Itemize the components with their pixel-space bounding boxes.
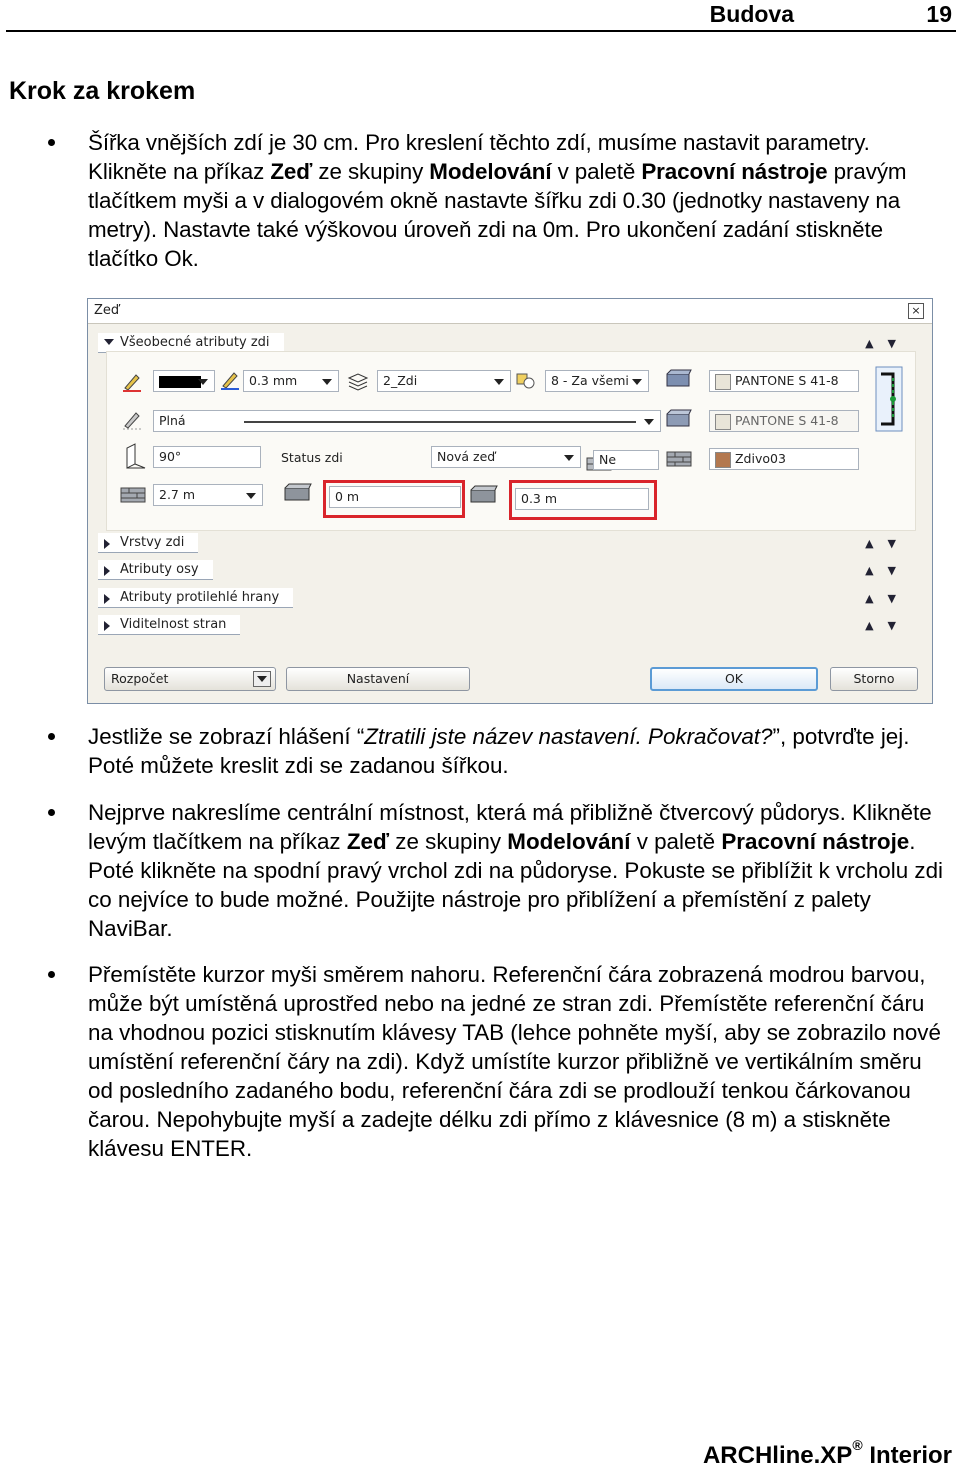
wall-angle-icon xyxy=(119,442,149,472)
group-arrows-icon[interactable]: ▲▼ xyxy=(865,564,910,577)
fill-type-select[interactable] xyxy=(153,410,661,432)
command-name: Zeď xyxy=(346,829,390,854)
width-highlight xyxy=(509,480,657,520)
palette-name: Pracovní nástroje xyxy=(641,159,828,184)
dropdown-icon xyxy=(253,671,271,687)
pantone-label: PANTONE S 41-8 xyxy=(734,413,839,428)
text-run: v paletě xyxy=(630,829,722,854)
bullet-paragraph-1 xyxy=(88,128,950,273)
wall-status-select[interactable]: Nová zeď xyxy=(431,446,581,468)
bullet-dot xyxy=(48,139,55,146)
header-rule xyxy=(6,30,956,32)
group-arrows-icon[interactable]: ▲▼ xyxy=(865,537,910,550)
group-name: Modelování xyxy=(507,829,631,854)
fill-line-preview xyxy=(244,421,636,423)
text-run: ze skupiny xyxy=(389,829,508,854)
fill-pen-icon xyxy=(121,408,143,430)
wall-side-fill-icon xyxy=(665,408,693,430)
material-label: Zdivo03 xyxy=(734,451,786,466)
ok-button[interactable]: OK xyxy=(650,667,818,691)
expand-icon xyxy=(104,566,110,576)
text-run: Nejprve nakreslíme centrální místnost, která má přibližně čtvercový půdorys. Klikněte levým tlačítkem na příkaz xyxy=(88,800,932,854)
bullet-paragraph-4 xyxy=(88,960,950,1163)
page-header xyxy=(0,0,960,34)
elevation-icon xyxy=(283,482,313,504)
bullet-dot xyxy=(48,971,55,978)
group-arrows-icon[interactable]: ▲▼ xyxy=(865,619,910,632)
text-run: Přemístěte kurzor myši směrem nahoru. Referenční čára zobrazená modrou barvou, může být umístěná uprostřed nebo na jedné ze stran zdi. Přemístěte referenční čáru na vhodnou pozici stisknutím klávesy TAB (lehce pohněte myší, aby se zobrazilo nové umístění referenční čáry na zdi). Když umístíte kurzor přibližně ve vertikálním směru od posledního zadaného bodu, referenční čára zdi se prodlouží tenkou čárkovanou čarou. Nepohybujte myší a zadejte délku zdi přímo z klávesnice (8 m) a stiskněte klávesu ENTER. xyxy=(88,962,941,1161)
bullet-dot xyxy=(48,809,55,816)
wall-height-icon xyxy=(119,482,147,504)
budget-label: Rozpočet xyxy=(111,671,169,686)
page-footer xyxy=(702,1437,952,1470)
page-number: 19 xyxy=(926,1,952,27)
group-label: Atributy protilehlé hrany xyxy=(120,590,280,605)
product-edition: Interior xyxy=(869,1442,952,1469)
status-label: Status zdi xyxy=(281,450,343,465)
elevation-highlight xyxy=(323,480,465,518)
reference-line-icon[interactable] xyxy=(875,366,903,432)
pantone-swatch xyxy=(715,374,731,390)
text-run: Šířka vnějších zdí je 30 cm. Pro kreslení těchto zdí, musíme nastavit parametry. Klikněte na příkaz xyxy=(88,130,870,184)
section-heading: Krok za krokem xyxy=(9,77,196,105)
pen-color-select[interactable] xyxy=(153,370,215,392)
material-field[interactable] xyxy=(709,448,859,470)
material-swatch xyxy=(715,452,731,468)
bullet-paragraph-2 xyxy=(88,722,950,780)
message-text: Ztratili jste název nastavení. Pokračovat? xyxy=(364,724,773,749)
cancel-button[interactable]: Storno xyxy=(830,667,918,691)
command-name: Zeď xyxy=(270,159,313,184)
height-select[interactable]: 2.7 m xyxy=(153,484,263,506)
text-run: ze skupiny xyxy=(312,159,430,184)
line-width-icon xyxy=(219,368,241,390)
group-tab[interactable] xyxy=(98,588,293,608)
close-icon[interactable]: × xyxy=(908,303,924,319)
display-order-select[interactable]: 8 - Za všemi xyxy=(545,370,649,392)
group-label: Vrstvy zdi xyxy=(120,535,185,550)
line-width-select[interactable]: 0.3 mm xyxy=(243,370,339,392)
bullet-paragraph-3 xyxy=(88,798,950,943)
pen-color-icon xyxy=(121,370,143,392)
wall-width-field[interactable]: 0.3 m xyxy=(515,488,649,510)
pantone-label: PANTONE S 41-8 xyxy=(734,373,839,388)
palette-name: Pracovní nástroje xyxy=(721,829,910,854)
angle-field[interactable]: 90° xyxy=(153,446,261,468)
budget-button[interactable] xyxy=(104,667,276,691)
group-general-label: Všeobecné atributy zdi xyxy=(120,335,270,350)
pantone-color-field-1[interactable] xyxy=(709,370,859,392)
group-label: Viditelnost stran xyxy=(120,617,227,632)
expand-icon xyxy=(104,594,110,604)
width-icon xyxy=(469,484,499,506)
group-label: Atributy osy xyxy=(120,562,199,577)
pantone-swatch xyxy=(715,414,731,430)
text-run: Jestliže se zobrazí hlášení “ xyxy=(88,724,365,749)
group-arrows-icon[interactable]: ▲▼ xyxy=(865,337,910,350)
group-tab[interactable] xyxy=(98,560,213,580)
dialog-titlebar xyxy=(88,299,932,324)
expand-icon xyxy=(104,621,110,631)
group-tab[interactable] xyxy=(98,615,240,635)
text-run: v paletě xyxy=(551,159,642,184)
ne-field[interactable]: Ne xyxy=(593,450,659,470)
dialog-title: Zeď xyxy=(94,303,120,318)
pantone-color-field-2[interactable] xyxy=(709,410,859,432)
layer-icon xyxy=(347,370,369,392)
text-run: ”, potvrďte jej. Poté můžete kreslit zdi se zadanou šířkou. xyxy=(88,724,910,778)
elevation-field[interactable]: 0 m xyxy=(329,486,461,508)
group-tab[interactable] xyxy=(98,533,198,553)
bullet-dot xyxy=(48,733,55,740)
group-arrows-icon[interactable]: ▲▼ xyxy=(865,592,910,605)
product-name: ARCHline.XP xyxy=(702,1442,853,1469)
general-attributes-panel xyxy=(106,351,916,531)
expand-icon xyxy=(104,539,110,549)
group-name: Modelování xyxy=(429,159,552,184)
display-order-icon xyxy=(515,370,537,392)
text-run: pravým tlačítkem myši a v dialogovém okně nastavte šířku zdi 0.30 (jednotky nastaveny na metry). Nastavte také výškovou úroveň zdi na 0m. Pro ukončení zadání stiskněte tlačítko Ok. xyxy=(88,159,907,271)
layer-select[interactable]: 2_Zdi xyxy=(377,370,511,392)
wall-fill-3d-icon xyxy=(665,368,693,390)
wall-dialog xyxy=(87,298,933,704)
text-run: . Poté klikněte na spodní pravý vrchol zdi na půdoryse. Pokuste se přiblížit k vrcholu zdi co nejvíce to bude možné. Použijte nástroje pro přiblížení a přemístění z palety NaviBar. xyxy=(88,829,944,941)
registered-mark: ® xyxy=(852,1437,863,1453)
settings-button[interactable]: Nastavení xyxy=(286,667,470,691)
chapter-title: Budova xyxy=(709,1,794,27)
group-general-tab[interactable] xyxy=(98,333,284,353)
color-swatch-black xyxy=(159,376,201,388)
collapse-icon xyxy=(104,339,114,345)
material-brick-icon xyxy=(665,446,693,468)
fill-type-label: Plná xyxy=(159,413,186,428)
